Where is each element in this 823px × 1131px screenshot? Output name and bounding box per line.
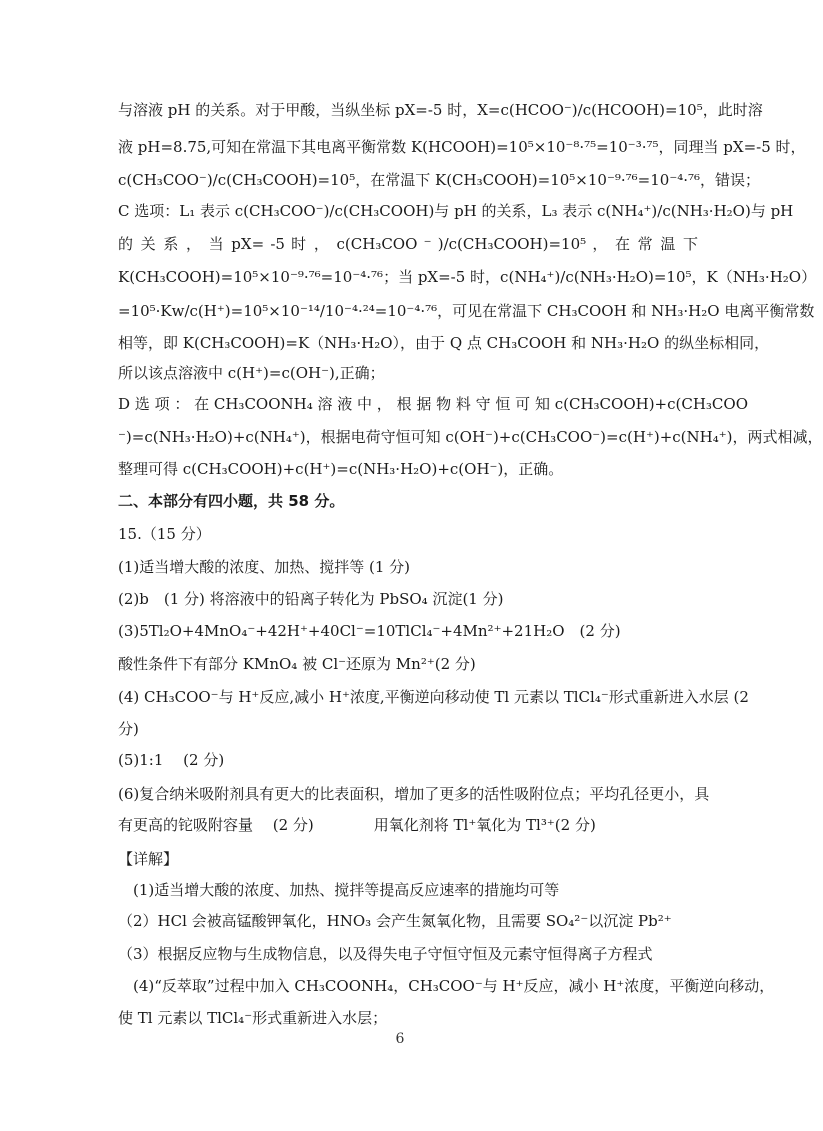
text-line: 液 pH=8.75,可知在常温下其电离平衡常数 K(HCOOH)=10⁵×10⁻⁸·⁷⁵=10⁻³·⁷⁵，同理当 pX=-5 时， [118, 138, 806, 156]
answer-line: (1)适当增大酸的浓度、加热、搅拌等 (1 分) [118, 558, 411, 576]
text-line: 整理可得 c(CH₃COOH)+c(H⁺)=c(NH₃·H₂O)+c(OH⁻)，正确。 [118, 460, 564, 478]
text-line: c(CH₃COO⁻)/c(CH₃COOH)=10⁵，在常温下 K(CH₃COOH)=10⁵×10⁻⁹·⁷⁶=10⁻⁴·⁷⁶，错误； [118, 171, 761, 189]
answer-line: (2)b (1 分) 将溶液中的铅离子转化为 PbSO₄ 沉淀(1 分) [118, 590, 504, 608]
text-line: 的 关 系 ， 当 pX= -5 时 ， c(CH₃COO ⁻ )/c(CH₃COOH)=10⁵ ， 在 常 温 下 [118, 235, 698, 253]
answer-line: 分) [118, 720, 139, 738]
page-number: 6 [395, 1031, 405, 1047]
detail-line: （2）HCl 会被高锰酸钾氧化，HNO₃ 会产生氮氧化物，且需要 SO₄²⁻以沉淀 Pb²⁺ [118, 912, 672, 930]
question-number: 15.（15 分） [118, 525, 211, 543]
text-line: 相等，即 K(CH₃COOH)=K（NH₃·H₂O），由于 Q 点 CH₃COOH 和 NH₃·H₂O 的纵坐标相同， [118, 334, 770, 352]
answer-line: (6)复合纳米吸附剂具有更大的比表面积，增加了更多的活性吸附位点；平均孔径更小，具 [118, 785, 710, 803]
answer-line: (3)5Tl₂O+4MnO₄⁻+42H⁺+40Cl⁻=10TlCl₄⁻+4Mn²⁺+21H₂O (2 分) [118, 622, 621, 640]
detail-line: (1)适当增大酸的浓度、加热、搅拌等提高反应速率的措施均可等 [118, 881, 560, 899]
detail-heading: 【详解】 [118, 850, 179, 868]
answer-line: 酸性条件下有部分 KMnO₄ 被 Cl⁻还原为 Mn²⁺(2 分) [118, 655, 476, 673]
answer-line: 有更高的铊吸附容量 (2 分) 用氧化剂将 Tl⁺氧化为 Tl³⁺(2 分) [118, 816, 596, 834]
answer-line: (5)1:1 (2 分) [118, 751, 225, 769]
detail-line: (4)“反萃取”过程中加入 CH₃COONH₄，CH₃COO⁻与 H⁺反应，减小 H⁺浓度，平衡逆向移动， [118, 977, 775, 995]
text-line: C 选项：L₁ 表示 c(CH₃COO⁻)/c(CH₃COOH)与 pH 的关系，L₃ 表示 c(NH₄⁺)/c(NH₃·H₂O)与 pH [118, 202, 794, 220]
text-line: K(CH₃COOH)=10⁵×10⁻⁹·⁷⁶=10⁻⁴·⁷⁶；当 pX=-5 时，c(NH₄⁺)/c(NH₃·H₂O)=10⁵，K（NH₃·H₂O） [118, 268, 817, 286]
text-line: =10⁵·Kw/c(H⁺)=10⁵×10⁻¹⁴/10⁻⁴·²⁴=10⁻⁴·⁷⁶，可见在常温下 CH₃COOH 和 NH₃·H₂O 电离平衡常数 [118, 302, 815, 320]
answer-line: (4) CH₃COO⁻与 H⁺反应,减小 H⁺浓度,平衡逆向移动使 Tl 元素以 TlCl₄⁻形式重新进入水层 (2 [118, 688, 749, 706]
detail-line: （3）根据反应物与生成物信息，以及得失电子守恒守恒及元素守恒得离子方程式 [118, 945, 653, 963]
detail-line: 使 Tl 元素以 TlCl₄⁻形式重新进入水层； [118, 1009, 388, 1027]
text-line: 与溶液 pH 的关系。对于甲酸，当纵坐标 pX=-5 时，X=c(HCOO⁻)/c(HCOOH)=10⁵，此时溶 [118, 101, 763, 119]
section-heading: 二、本部分有四小题，共 58 分。 [118, 492, 345, 510]
text-line: ⁻)=c(NH₃·H₂O)+c(NH₄⁺)，根据电荷守恒可知 c(OH⁻)+c(CH₃COO⁻)=c(H⁺)+c(NH₄⁺)，两式相减， [118, 428, 823, 446]
text-line: D 选 项 ： 在 CH₃COONH₄ 溶 液 中 ， 根 据 物 料 守 恒 可 知 c(CH₃COOH)+c(CH₃COO [118, 395, 749, 413]
text-line: 所以该点溶液中 c(H⁺)=c(OH⁻),正确； [118, 364, 385, 382]
